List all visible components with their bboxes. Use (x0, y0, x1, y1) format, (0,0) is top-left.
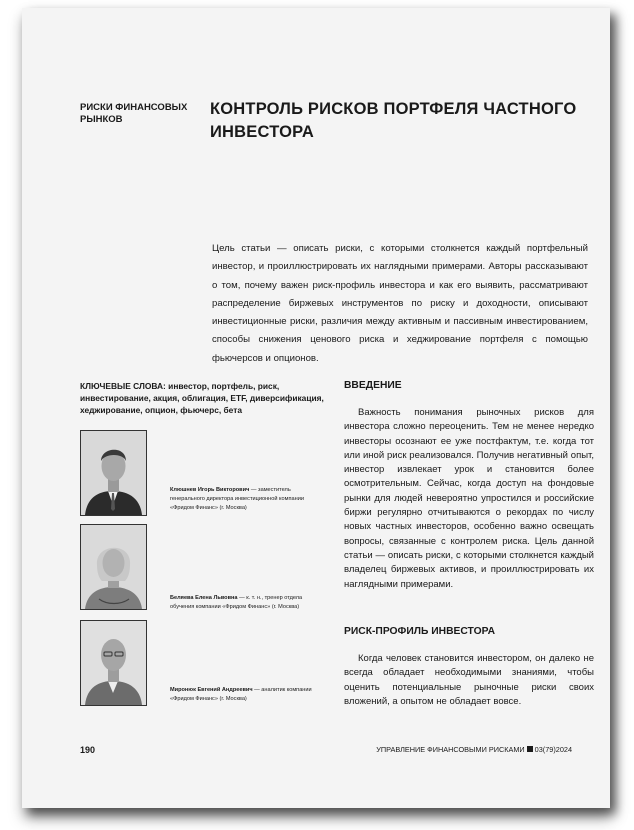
author-photo-klyushnev (80, 430, 147, 516)
article-title: КОНТРОЛЬ РИСКОВ ПОРТФЕЛЯ ЧАСТНОГО ИНВЕСТОРА (210, 100, 577, 141)
portrait-man-icon (81, 431, 146, 515)
author-role: — заместитель генерального директора инвестиционной компании «Фридом Финанс» (г. Москва) (170, 487, 304, 511)
portrait-man-icon (81, 621, 146, 705)
section-label: РИСКИ ФИНАНСОВЫХ РЫНКОВ (80, 102, 188, 125)
section-body: Когда человек становится инвестором, он далеко не всегда обладает необходимыми знаниями, чтобы оценить потенциальные рыночные риски своих вложений, а опытом не обладает вовсе. (344, 653, 594, 707)
author-caption (170, 486, 325, 513)
section-heading: РИСК-ПРОФИЛЬ ИНВЕСТОРА (344, 626, 495, 637)
portrait-woman-icon (81, 525, 146, 609)
author-photo-belyaeva (80, 524, 147, 610)
abstract: Цель статьи — описать риски, с которыми столкнется каждый портфельный инвестор, и проиллюстрировать их наглядными примерами. Авторы рассказывают о том, почему важен риск-профиль инвестора и как его выявить, рассматривают распределение биржевых инструментов по риску и доходности, описывают инвестиционные риски, различия между активным и пассивным инвестированием, способы снижения ценового риска и хеджирование портфеля с помощью фьючерсов и опционов. (212, 243, 588, 364)
author-role: — аналитик компании «Фридом Финанс» (г. Москва) (170, 687, 312, 702)
author-name: Миронюк Евгений Андреевич (170, 687, 253, 693)
author-caption (170, 686, 325, 704)
author-caption (170, 594, 325, 612)
author-name: Беляева Елена Львовна (170, 595, 238, 601)
keywords: КЛЮЧЕВЫЕ СЛОВА: инвестор, портфель, риск, инвестирование, акция, облигация, ETF, диверсификация, хеджирование, опцион, фьючерс, бета (80, 381, 324, 415)
author-role: — к. т. н., тренер отдела обучения компании «Фридом Финанс» (г. Москва) (170, 595, 303, 610)
author-name: Клюшнев Игорь Викторович (170, 487, 250, 493)
page-number: 190 (80, 745, 96, 755)
journal-name: УПРАВЛЕНИЕ ФИНАНСОВЫМИ РИСКАМИ (376, 745, 525, 754)
journal-issue: 03(79)2024 (534, 745, 572, 754)
journal-page (22, 8, 610, 808)
square-separator-icon (527, 746, 533, 752)
section-body: Важность понимания рыночных рисков для инвестора сложно переоценить. Тем не менее нередко инвесторы осознают ее уже постфактум, т.е. когда тот или иной риск реализовался. Получив негативный опыт, инвестор извлекает урок и становится более осмотрительным. Сейчас, когда доступ на фондовые рынки для людей невероятно упростился и российские биржи регулярно отчитываются о рекордах по числу новых частных инвесторов, особенно важно освещать вопросы, связанные с контролем риска. Цель данной статьи — описать риски, с которыми столкнется каждый владелец биржевых активов, и проиллюстрировать их наглядными примерами. (344, 407, 594, 590)
section-heading: ВВЕДЕНИЕ (344, 380, 402, 391)
author-photo-mironyuk (80, 620, 147, 706)
journal-footer (376, 745, 572, 754)
